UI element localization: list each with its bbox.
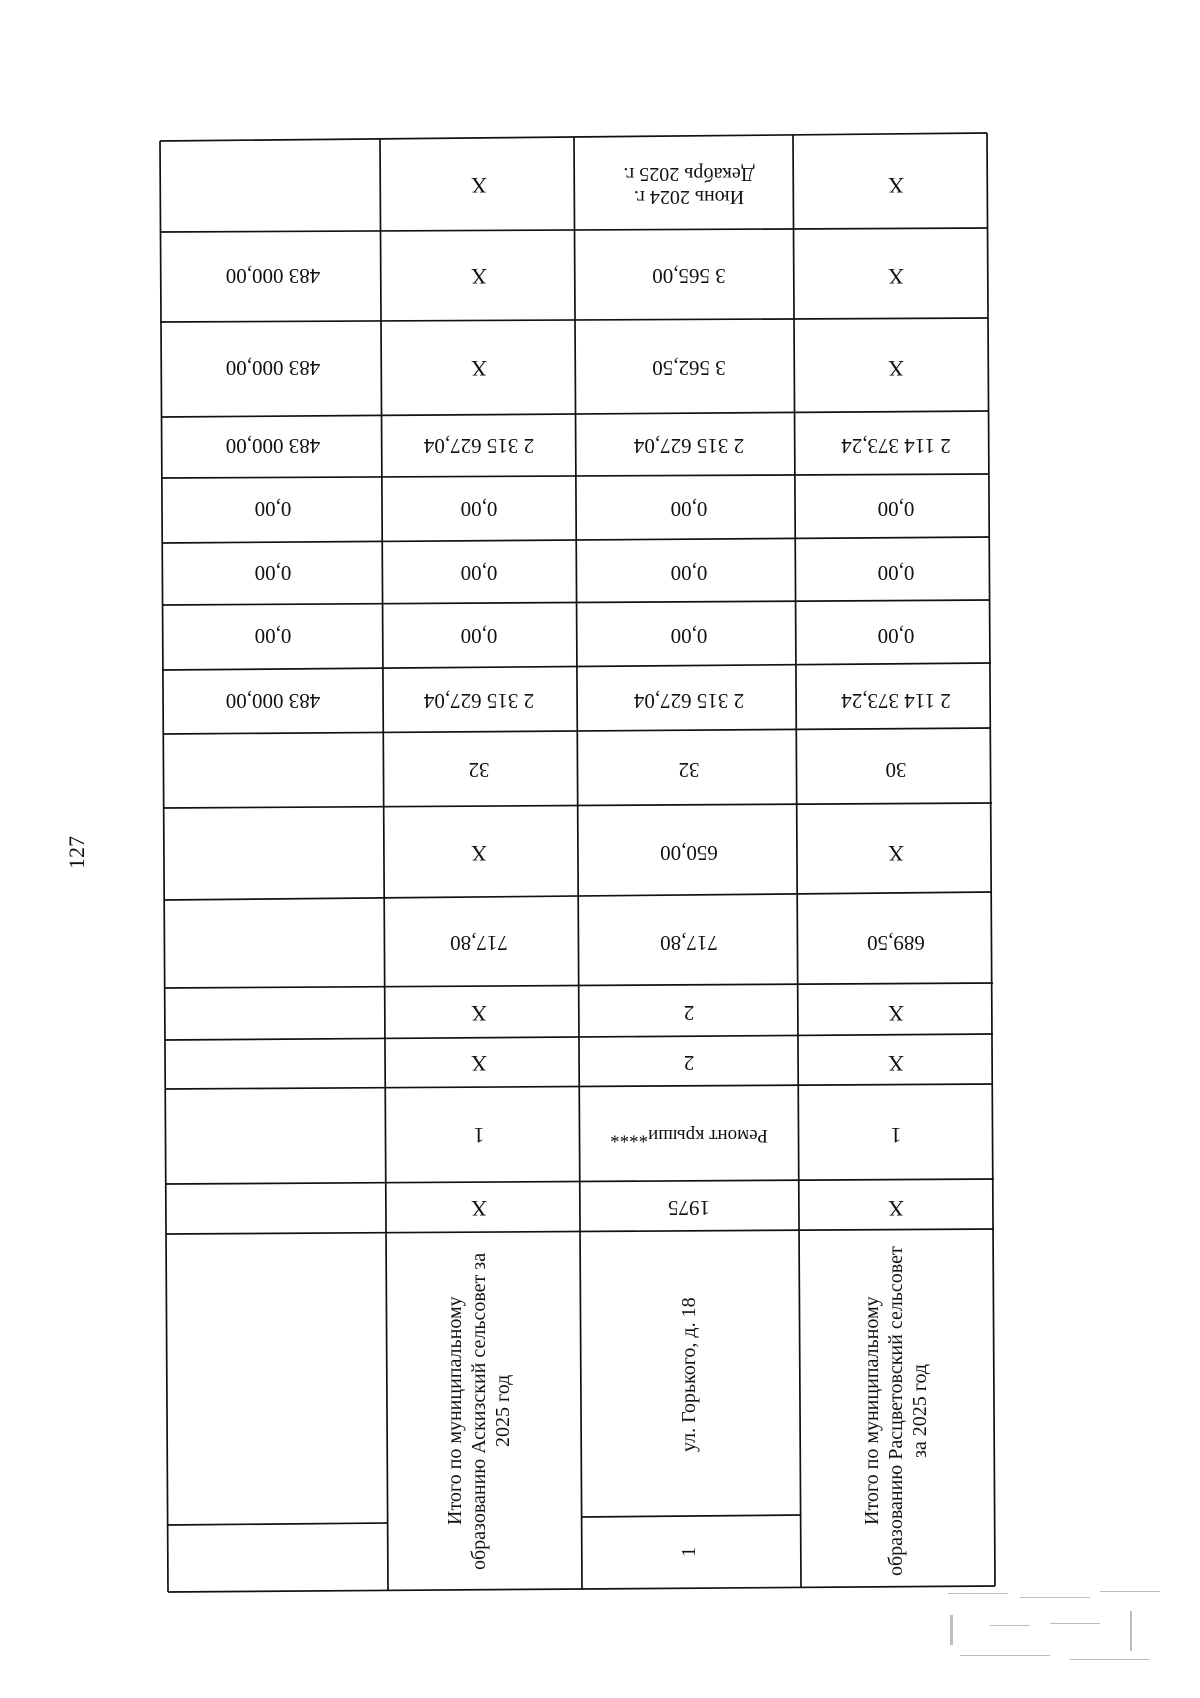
- gorkogo-18-address: ул. Горького, д. 18: [678, 1297, 700, 1453]
- askiz-total-col-a: Х: [471, 1051, 487, 1076]
- gorkogo-18-limit-cost: 3 565,00: [652, 264, 726, 289]
- gorkogo-18-cost-f3: 0,00: [670, 497, 708, 522]
- rastsvet-total-area-1: 689,50: [867, 931, 925, 956]
- askiz-total-area-2: Х: [471, 841, 487, 866]
- rastsvet-total-label-text: Итого по муниципальному образованию Расцветовский сельсовет за 2025 год: [861, 1246, 931, 1576]
- askiz-total-cost-total: 2 315 627,04: [423, 689, 535, 714]
- rastsvet-total-col-a: Х: [888, 1051, 904, 1076]
- partial-cost-f4: 483 000,00: [225, 434, 321, 459]
- gorkogo-18-cost-f4: 2 315 627,04: [633, 434, 745, 459]
- askiz-total-unit-cost: Х: [471, 356, 487, 381]
- page-number: 127: [64, 836, 89, 870]
- scan-artifact: [940, 1585, 1170, 1675]
- rastsvet-total-year: Х: [888, 1196, 904, 1221]
- gorkogo-18-period: [580, 141, 798, 229]
- gorkogo-18-cost-f2: 0,00: [670, 561, 708, 586]
- gorkogo-18-year: 1975: [668, 1196, 710, 1221]
- rastsvet-total-works-count: 1: [890, 1123, 902, 1148]
- gorkogo-18-period-start: Июнь 2024 г.: [633, 186, 745, 208]
- partial-unit-cost: 483 000,00: [225, 356, 321, 381]
- askiz-total-period: Х: [471, 173, 487, 198]
- askiz-total-limit-cost: Х: [471, 264, 487, 289]
- rastsvet-total-cost-total: 2 114 373,24: [841, 689, 951, 714]
- askiz-total-cost-f2: 0,00: [460, 561, 498, 586]
- partial-cost-total: 483 000,00: [225, 689, 321, 714]
- askiz-total-residents: 32: [468, 758, 490, 783]
- gorkogo-18-period-end: Декабрь 2025 г.: [623, 163, 755, 185]
- askiz-total-cost-f1: 0,00: [460, 624, 498, 649]
- rastsvet-total-cost-f2: 0,00: [877, 561, 915, 586]
- askiz-total-col-b: Х: [471, 1001, 487, 1026]
- rastsvet-total-col-b: Х: [888, 1001, 904, 1026]
- gorkogo-18-col-a: 2: [683, 1051, 695, 1076]
- gorkogo-18-area-1: 717,80: [660, 931, 718, 956]
- gorkogo-18-cost-f1: 0,00: [670, 624, 708, 649]
- rastsvet-total-cost-f4: 2 114 373,24: [841, 434, 951, 459]
- partial-cost-f3: 0,00: [254, 497, 292, 522]
- askiz-total-area-1: 717,80: [450, 931, 508, 956]
- gorkogo-18-col-b: 2: [683, 1001, 695, 1026]
- rastsvet-total-cost-f1: 0,00: [877, 624, 915, 649]
- gorkogo-18-area-2: 650,00: [660, 841, 718, 866]
- partial-cost-f2: 0,00: [254, 561, 292, 586]
- askiz-total-year: Х: [471, 1196, 487, 1221]
- partial-limit-cost: 483 000,00: [225, 264, 321, 289]
- askiz-total-cost-f4: 2 315 627,04: [423, 434, 535, 459]
- rastsvet-total-area-2: Х: [888, 841, 904, 866]
- rastsvet-total-limit-cost: Х: [888, 264, 904, 289]
- askiz-total-label: [386, 1236, 572, 1586]
- rastsvet-total-cost-f3: 0,00: [877, 497, 915, 522]
- gorkogo-18-number: 1: [678, 1547, 700, 1557]
- gorkogo-18-residents: 32: [678, 758, 700, 783]
- gorkogo-18-unit-cost: 3 562,50: [652, 356, 726, 381]
- partial-cost-f1: 0,00: [254, 624, 292, 649]
- rastsvet-total-residents: 30: [885, 758, 907, 783]
- gorkogo-18-cost-total: 2 315 627,04: [633, 689, 745, 714]
- rastsvet-total-label: [800, 1236, 992, 1586]
- askiz-total-works-count: 1: [473, 1123, 485, 1148]
- rastsvet-total-unit-cost: Х: [888, 356, 904, 381]
- rastsvet-total-period: Х: [888, 173, 904, 198]
- askiz-total-label-text: Итого по муниципальному образованию Аскизский сельсовет за 2025 год: [444, 1252, 514, 1570]
- gorkogo-18-work-type: Ремонт крыши****: [610, 1125, 768, 1146]
- askiz-total-cost-f3: 0,00: [460, 497, 498, 522]
